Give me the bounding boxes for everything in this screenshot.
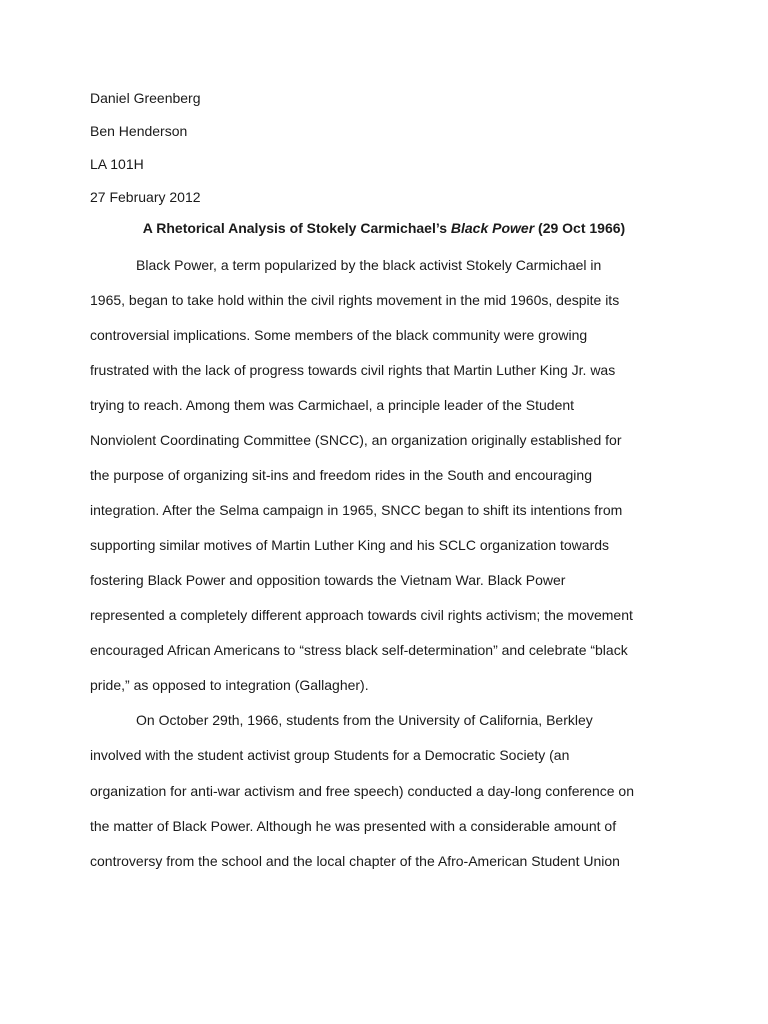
body-line: trying to reach. Among them was Carmichael, a principle leader of the Student — [90, 397, 575, 413]
body-line: represented a completely different approach towards civil rights activism; the movement — [90, 607, 633, 623]
title-italic: Black Power — [450, 220, 535, 236]
body-line: Black Power, a term popularized by the black activist Stokely Carmichael in — [136, 257, 602, 273]
body-line: On October 29th, 1966, students from the University of California, Berkley — [136, 712, 593, 728]
body-line: fostering Black Power and opposition towards the Vietnam War. Black Power — [90, 572, 566, 588]
document-title — [0, 219, 768, 237]
document-date: 27 February 2012 — [90, 189, 201, 205]
body-line: the matter of Black Power. Although he was presented with a considerable amount of — [90, 818, 617, 834]
body-line: controversial implications. Some members of the black community were growing — [90, 327, 588, 343]
body-line: pride,” as opposed to integration (Gallagher). — [90, 677, 369, 693]
instructor-name: Ben Henderson — [90, 123, 188, 139]
title-suffix: (29 Oct 1966) — [534, 220, 626, 236]
body-line: Nonviolent Coordinating Committee (SNCC), an organization originally established for — [90, 432, 622, 448]
author-name: Daniel Greenberg — [90, 90, 201, 106]
body-line: the purpose of organizing sit-ins and freedom rides in the South and encouraging — [90, 467, 592, 483]
body-line: controversy from the school and the local chapter of the Afro-American Student Union — [90, 853, 620, 869]
body-line: supporting similar motives of Martin Luther King and his SCLC organization towards — [90, 537, 610, 553]
body-line: 1965, began to take hold within the civil rights movement in the mid 1960s, despite its — [90, 292, 620, 308]
body-line: organization for anti-war activism and free speech) conducted a day-long conference on — [90, 783, 634, 799]
body-line: frustrated with the lack of progress towards civil rights that Martin Luther King Jr. was — [90, 362, 616, 378]
body-line: integration. After the Selma campaign in 1965, SNCC began to shift its intentions from — [90, 502, 623, 518]
title-prefix: A Rhetorical Analysis of Stokely Carmichael’s — [142, 220, 451, 236]
body-line: encouraged African Americans to “stress black self-determination” and celebrate “black — [90, 642, 628, 658]
course-name: LA 101H — [90, 156, 144, 172]
body-line: involved with the student activist group Students for a Democratic Society (an — [90, 747, 570, 763]
